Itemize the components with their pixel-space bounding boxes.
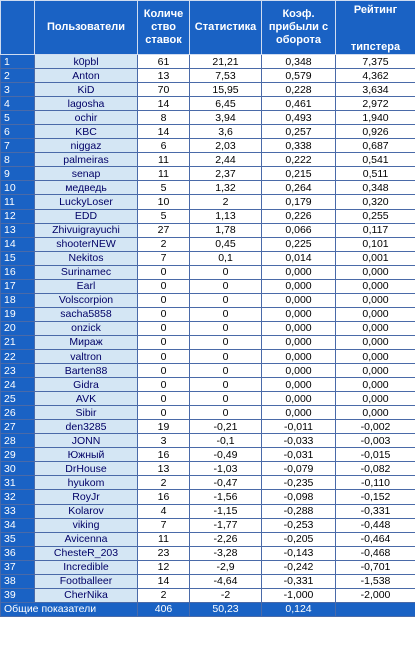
bets-count-cell: 8 xyxy=(138,111,190,125)
row-number: 36 xyxy=(1,546,35,560)
bets-count-cell: 0 xyxy=(138,378,190,392)
coefficient-cell: 0,000 xyxy=(262,349,336,363)
table-row xyxy=(1,406,415,420)
coefficient-cell: -0,205 xyxy=(262,532,336,546)
statistics-cell: 3,6 xyxy=(190,125,262,139)
table-row xyxy=(1,364,415,378)
statistics-cell: -0,21 xyxy=(190,420,262,434)
table-row xyxy=(1,574,415,588)
statistics-cell: 0 xyxy=(190,321,262,335)
table-row xyxy=(1,181,415,195)
table-row xyxy=(1,265,415,279)
statistics-cell: 1,32 xyxy=(190,181,262,195)
bets-count-cell: 6 xyxy=(138,139,190,153)
coefficient-cell: -0,143 xyxy=(262,546,336,560)
rating-cell: 0,117 xyxy=(336,223,415,237)
statistics-cell: 1,78 xyxy=(190,223,262,237)
header-bets-line2: ство xyxy=(151,21,176,33)
coefficient-cell: 0,461 xyxy=(262,97,336,111)
rating-cell: -0,152 xyxy=(336,490,415,504)
bets-count-cell: 3 xyxy=(138,434,190,448)
table-row xyxy=(1,307,415,321)
statistics-cell: 15,95 xyxy=(190,83,262,97)
username-cell: JONN xyxy=(35,434,138,448)
row-number: 20 xyxy=(1,321,35,335)
statistics-cell: 0 xyxy=(190,406,262,420)
rating-cell: 0,541 xyxy=(336,153,415,167)
username-cell: Earl xyxy=(35,279,138,293)
bets-count-cell: 0 xyxy=(138,349,190,363)
row-number: 32 xyxy=(1,490,35,504)
bets-count-cell: 14 xyxy=(138,125,190,139)
table-row xyxy=(1,349,415,363)
bets-count-cell: 70 xyxy=(138,83,190,97)
statistics-cell: -0,1 xyxy=(190,434,262,448)
row-number: 30 xyxy=(1,462,35,476)
coefficient-cell: 0,000 xyxy=(262,406,336,420)
username-cell: Sibir xyxy=(35,406,138,420)
username-cell: Мираж xyxy=(35,335,138,349)
table-row xyxy=(1,251,415,265)
row-number: 8 xyxy=(1,153,35,167)
rating-cell: -0,464 xyxy=(336,532,415,546)
username-cell: Avicenna xyxy=(35,532,138,546)
username-cell: CherNika xyxy=(35,588,138,602)
bets-count-cell: 2 xyxy=(138,237,190,251)
statistics-cell: 6,45 xyxy=(190,97,262,111)
rating-cell: 0,000 xyxy=(336,335,415,349)
coefficient-cell: 0,000 xyxy=(262,293,336,307)
table-row xyxy=(1,223,415,237)
bets-count-cell: 11 xyxy=(138,167,190,181)
statistics-cell: 0 xyxy=(190,392,262,406)
username-cell: Surinamec xyxy=(35,265,138,279)
bets-count-cell: 16 xyxy=(138,448,190,462)
bets-count-cell: 23 xyxy=(138,546,190,560)
table-row xyxy=(1,83,415,97)
coefficient-cell: -0,098 xyxy=(262,490,336,504)
rating-cell: 0,000 xyxy=(336,307,415,321)
rating-cell: 0,000 xyxy=(336,265,415,279)
statistics-cell: 2 xyxy=(190,195,262,209)
coefficient-cell: -0,235 xyxy=(262,476,336,490)
row-number: 19 xyxy=(1,307,35,321)
coefficient-cell: 0,000 xyxy=(262,392,336,406)
table-row xyxy=(1,167,415,181)
row-number: 38 xyxy=(1,574,35,588)
table-row xyxy=(1,504,415,518)
coefficient-cell: 0,228 xyxy=(262,83,336,97)
username-cell: k0pbl xyxy=(35,55,138,69)
row-number: 17 xyxy=(1,279,35,293)
rating-cell: -0,110 xyxy=(336,476,415,490)
row-number: 15 xyxy=(1,251,35,265)
statistics-cell: -2 xyxy=(190,588,262,602)
coefficient-cell: -0,288 xyxy=(262,504,336,518)
bets-count-cell: 4 xyxy=(138,504,190,518)
row-number: 22 xyxy=(1,349,35,363)
row-number: 34 xyxy=(1,518,35,532)
coefficient-cell: -0,031 xyxy=(262,448,336,462)
coefficient-cell: 0,215 xyxy=(262,167,336,181)
username-cell: Volscorpion xyxy=(35,293,138,307)
coefficient-cell: 0,493 xyxy=(262,111,336,125)
table-row xyxy=(1,153,415,167)
rating-cell: -2,000 xyxy=(336,588,415,602)
row-number: 14 xyxy=(1,237,35,251)
header-bets-line3: ставок xyxy=(145,34,182,46)
header-coefficient xyxy=(262,1,336,55)
row-number: 2 xyxy=(1,69,35,83)
table-row xyxy=(1,518,415,532)
bets-count-cell: 0 xyxy=(138,293,190,307)
table-row xyxy=(1,139,415,153)
coefficient-cell: 0,225 xyxy=(262,237,336,251)
table-row xyxy=(1,560,415,574)
totals-label: Общие показатели xyxy=(1,602,138,616)
statistics-cell: -0,47 xyxy=(190,476,262,490)
row-number: 10 xyxy=(1,181,35,195)
username-cell: den3285 xyxy=(35,420,138,434)
rating-cell: 4,362 xyxy=(336,69,415,83)
username-cell: senap xyxy=(35,167,138,181)
rating-cell: 0,000 xyxy=(336,364,415,378)
coefficient-cell: 0,222 xyxy=(262,153,336,167)
bets-count-cell: 14 xyxy=(138,574,190,588)
rating-cell: -0,082 xyxy=(336,462,415,476)
table-row xyxy=(1,69,415,83)
row-number: 29 xyxy=(1,448,35,462)
rating-cell: 0,000 xyxy=(336,279,415,293)
username-cell: niggaz xyxy=(35,139,138,153)
username-cell: Zhivuigrayuchi xyxy=(35,223,138,237)
statistics-cell: 0,45 xyxy=(190,237,262,251)
username-cell: ochir xyxy=(35,111,138,125)
row-number: 23 xyxy=(1,364,35,378)
table-row xyxy=(1,279,415,293)
username-cell: Nekitos xyxy=(35,251,138,265)
table-row xyxy=(1,476,415,490)
row-number: 12 xyxy=(1,209,35,223)
coefficient-cell: 0,579 xyxy=(262,69,336,83)
username-cell: sacha5858 xyxy=(35,307,138,321)
bets-count-cell: 0 xyxy=(138,279,190,293)
rating-cell: 0,320 xyxy=(336,195,415,209)
coefficient-cell: 0,014 xyxy=(262,251,336,265)
rating-cell: 0,000 xyxy=(336,293,415,307)
coefficient-cell: 0,066 xyxy=(262,223,336,237)
username-cell: lagosha xyxy=(35,97,138,111)
statistics-cell: 0 xyxy=(190,349,262,363)
row-number: 28 xyxy=(1,434,35,448)
statistics-cell: -2,26 xyxy=(190,532,262,546)
coefficient-cell: 0,338 xyxy=(262,139,336,153)
bets-count-cell: 11 xyxy=(138,153,190,167)
coefficient-cell: 0,179 xyxy=(262,195,336,209)
username-cell: Южный xyxy=(35,448,138,462)
rating-cell: -1,538 xyxy=(336,574,415,588)
header-statistics: Статистика xyxy=(190,1,262,55)
bets-count-cell: 27 xyxy=(138,223,190,237)
username-cell: KiD xyxy=(35,83,138,97)
table-row xyxy=(1,392,415,406)
bets-count-cell: 0 xyxy=(138,265,190,279)
rating-cell: -0,468 xyxy=(336,546,415,560)
statistics-cell: 0 xyxy=(190,364,262,378)
username-cell: EDD xyxy=(35,209,138,223)
username-cell: onzick xyxy=(35,321,138,335)
rating-cell: -0,003 xyxy=(336,434,415,448)
bets-count-cell: 0 xyxy=(138,364,190,378)
row-number: 21 xyxy=(1,335,35,349)
table-row xyxy=(1,588,415,602)
username-cell: palmeiras xyxy=(35,153,138,167)
row-number: 31 xyxy=(1,476,35,490)
table-row xyxy=(1,293,415,307)
username-cell: медведь xyxy=(35,181,138,195)
coefficient-cell: 0,000 xyxy=(262,265,336,279)
bets-count-cell: 5 xyxy=(138,181,190,195)
coefficient-cell: 0,348 xyxy=(262,55,336,69)
coefficient-cell: 0,000 xyxy=(262,279,336,293)
username-cell: Footballeer xyxy=(35,574,138,588)
rating-cell: 0,000 xyxy=(336,406,415,420)
table-row xyxy=(1,55,415,69)
statistics-cell: 0 xyxy=(190,335,262,349)
statistics-cell: -2,9 xyxy=(190,560,262,574)
coefficient-cell: 0,000 xyxy=(262,307,336,321)
rating-cell: -0,701 xyxy=(336,560,415,574)
header-rating xyxy=(336,1,415,55)
bets-count-cell: 2 xyxy=(138,588,190,602)
rating-cell: 0,926 xyxy=(336,125,415,139)
rating-cell: -0,448 xyxy=(336,518,415,532)
bets-count-cell: 0 xyxy=(138,321,190,335)
table-row xyxy=(1,195,415,209)
coefficient-cell: 0,264 xyxy=(262,181,336,195)
username-cell: DrHouse xyxy=(35,462,138,476)
username-cell: LuckyLoser xyxy=(35,195,138,209)
statistics-cell: 3,94 xyxy=(190,111,262,125)
table-row xyxy=(1,532,415,546)
table-row xyxy=(1,378,415,392)
table-row xyxy=(1,321,415,335)
username-cell: viking xyxy=(35,518,138,532)
bets-count-cell: 0 xyxy=(138,335,190,349)
username-cell: ChesteR_203 xyxy=(35,546,138,560)
rating-cell: 0,000 xyxy=(336,378,415,392)
row-number: 35 xyxy=(1,532,35,546)
coefficient-cell: 0,226 xyxy=(262,209,336,223)
rating-cell: 3,634 xyxy=(336,83,415,97)
statistics-cell: 0 xyxy=(190,265,262,279)
coefficient-cell: -0,079 xyxy=(262,462,336,476)
rating-cell: 7,375 xyxy=(336,55,415,69)
rating-cell: 0,000 xyxy=(336,349,415,363)
row-number: 24 xyxy=(1,378,35,392)
coefficient-cell: -0,033 xyxy=(262,434,336,448)
statistics-cell: -4,64 xyxy=(190,574,262,588)
header-bets-line1: Количе xyxy=(143,8,184,20)
statistics-cell: -1,15 xyxy=(190,504,262,518)
coefficient-cell: -0,242 xyxy=(262,560,336,574)
coefficient-cell: -0,331 xyxy=(262,574,336,588)
totals-rating xyxy=(336,602,415,616)
rating-cell: -0,002 xyxy=(336,420,415,434)
table-header-row xyxy=(1,1,415,55)
statistics-cell: -1,03 xyxy=(190,462,262,476)
coefficient-cell: -0,011 xyxy=(262,420,336,434)
row-number: 27 xyxy=(1,420,35,434)
header-bets xyxy=(138,1,190,55)
username-cell: Barten88 xyxy=(35,364,138,378)
table-row xyxy=(1,448,415,462)
table-row xyxy=(1,111,415,125)
row-number: 9 xyxy=(1,167,35,181)
coefficient-cell: 0,000 xyxy=(262,335,336,349)
statistics-cell: -0,49 xyxy=(190,448,262,462)
username-cell: Incredible xyxy=(35,560,138,574)
bets-count-cell: 7 xyxy=(138,251,190,265)
statistics-cell: 7,53 xyxy=(190,69,262,83)
bets-count-cell: 14 xyxy=(138,97,190,111)
rating-cell: 0,000 xyxy=(336,321,415,335)
row-number: 26 xyxy=(1,406,35,420)
statistics-cell: 0 xyxy=(190,307,262,321)
bets-count-cell: 10 xyxy=(138,195,190,209)
statistics-cell: 2,37 xyxy=(190,167,262,181)
totals-statistics: 50,23 xyxy=(190,602,262,616)
coefficient-cell: 0,000 xyxy=(262,378,336,392)
username-cell: valtron xyxy=(35,349,138,363)
username-cell: Kolarov xyxy=(35,504,138,518)
row-number: 3 xyxy=(1,83,35,97)
row-number: 18 xyxy=(1,293,35,307)
coefficient-cell: -1,000 xyxy=(262,588,336,602)
header-rating-line1: Рейтинг xyxy=(353,4,398,16)
coefficient-cell: 0,000 xyxy=(262,321,336,335)
header-coef-line3: оборота xyxy=(276,34,321,46)
bets-count-cell: 0 xyxy=(138,406,190,420)
rating-cell: 0,511 xyxy=(336,167,415,181)
table-row xyxy=(1,97,415,111)
totals-row xyxy=(1,602,415,616)
statistics-cell: 2,03 xyxy=(190,139,262,153)
row-number: 16 xyxy=(1,265,35,279)
table-row xyxy=(1,546,415,560)
statistics-cell: -3,28 xyxy=(190,546,262,560)
statistics-cell: 0,1 xyxy=(190,251,262,265)
header-users: Пользователи xyxy=(35,1,138,55)
bets-count-cell: 12 xyxy=(138,560,190,574)
rating-cell: 0,000 xyxy=(336,392,415,406)
statistics-cell: 1,13 xyxy=(190,209,262,223)
coefficient-cell: 0,000 xyxy=(262,364,336,378)
bets-count-cell: 11 xyxy=(138,532,190,546)
coefficient-cell: -0,253 xyxy=(262,518,336,532)
rating-cell: -0,015 xyxy=(336,448,415,462)
table-row xyxy=(1,462,415,476)
table-row xyxy=(1,434,415,448)
rating-cell: 0,001 xyxy=(336,251,415,265)
bets-count-cell: 7 xyxy=(138,518,190,532)
row-number: 7 xyxy=(1,139,35,153)
row-number: 37 xyxy=(1,560,35,574)
table-row xyxy=(1,420,415,434)
statistics-cell: -1,56 xyxy=(190,490,262,504)
username-cell: KBC xyxy=(35,125,138,139)
row-number: 33 xyxy=(1,504,35,518)
statistics-cell: 0 xyxy=(190,378,262,392)
table-row xyxy=(1,335,415,349)
header-coef-line2: прибыли с xyxy=(268,21,329,33)
table-body xyxy=(1,55,415,603)
rating-cell: 0,255 xyxy=(336,209,415,223)
rating-cell: 1,940 xyxy=(336,111,415,125)
username-cell: Gidra xyxy=(35,378,138,392)
row-number: 4 xyxy=(1,97,35,111)
coefficient-cell: 0,257 xyxy=(262,125,336,139)
table-row xyxy=(1,209,415,223)
bets-count-cell: 0 xyxy=(138,392,190,406)
statistics-cell: 21,21 xyxy=(190,55,262,69)
header-number xyxy=(1,1,35,55)
bets-count-cell: 2 xyxy=(138,476,190,490)
username-cell: hyukom xyxy=(35,476,138,490)
bets-count-cell: 13 xyxy=(138,462,190,476)
rating-cell: 2,972 xyxy=(336,97,415,111)
rating-cell: 0,348 xyxy=(336,181,415,195)
table-row xyxy=(1,490,415,504)
rating-cell: -0,331 xyxy=(336,504,415,518)
totals-coefficient: 0,124 xyxy=(262,602,336,616)
header-rating-line2: типстера xyxy=(350,41,401,53)
username-cell: RoyJr xyxy=(35,490,138,504)
table-row xyxy=(1,125,415,139)
rating-cell: 0,687 xyxy=(336,139,415,153)
rating-cell: 0,101 xyxy=(336,237,415,251)
header-coef-line1: Коэф. xyxy=(282,8,315,20)
bets-count-cell: 5 xyxy=(138,209,190,223)
bets-count-cell: 13 xyxy=(138,69,190,83)
statistics-cell: 2,44 xyxy=(190,153,262,167)
statistics-cell: 0 xyxy=(190,279,262,293)
username-cell: shooterNEW xyxy=(35,237,138,251)
row-number: 11 xyxy=(1,195,35,209)
table-row xyxy=(1,237,415,251)
row-number: 25 xyxy=(1,392,35,406)
bets-count-cell: 19 xyxy=(138,420,190,434)
row-number: 13 xyxy=(1,223,35,237)
statistics-cell: 0 xyxy=(190,293,262,307)
bets-count-cell: 61 xyxy=(138,55,190,69)
row-number: 39 xyxy=(1,588,35,602)
username-cell: Anton xyxy=(35,69,138,83)
bets-count-cell: 16 xyxy=(138,490,190,504)
bets-count-cell: 0 xyxy=(138,307,190,321)
totals-bets: 406 xyxy=(138,602,190,616)
username-cell: AVK xyxy=(35,392,138,406)
statistics-cell: -1,77 xyxy=(190,518,262,532)
row-number: 1 xyxy=(1,55,35,69)
row-number: 5 xyxy=(1,111,35,125)
row-number: 6 xyxy=(1,125,35,139)
